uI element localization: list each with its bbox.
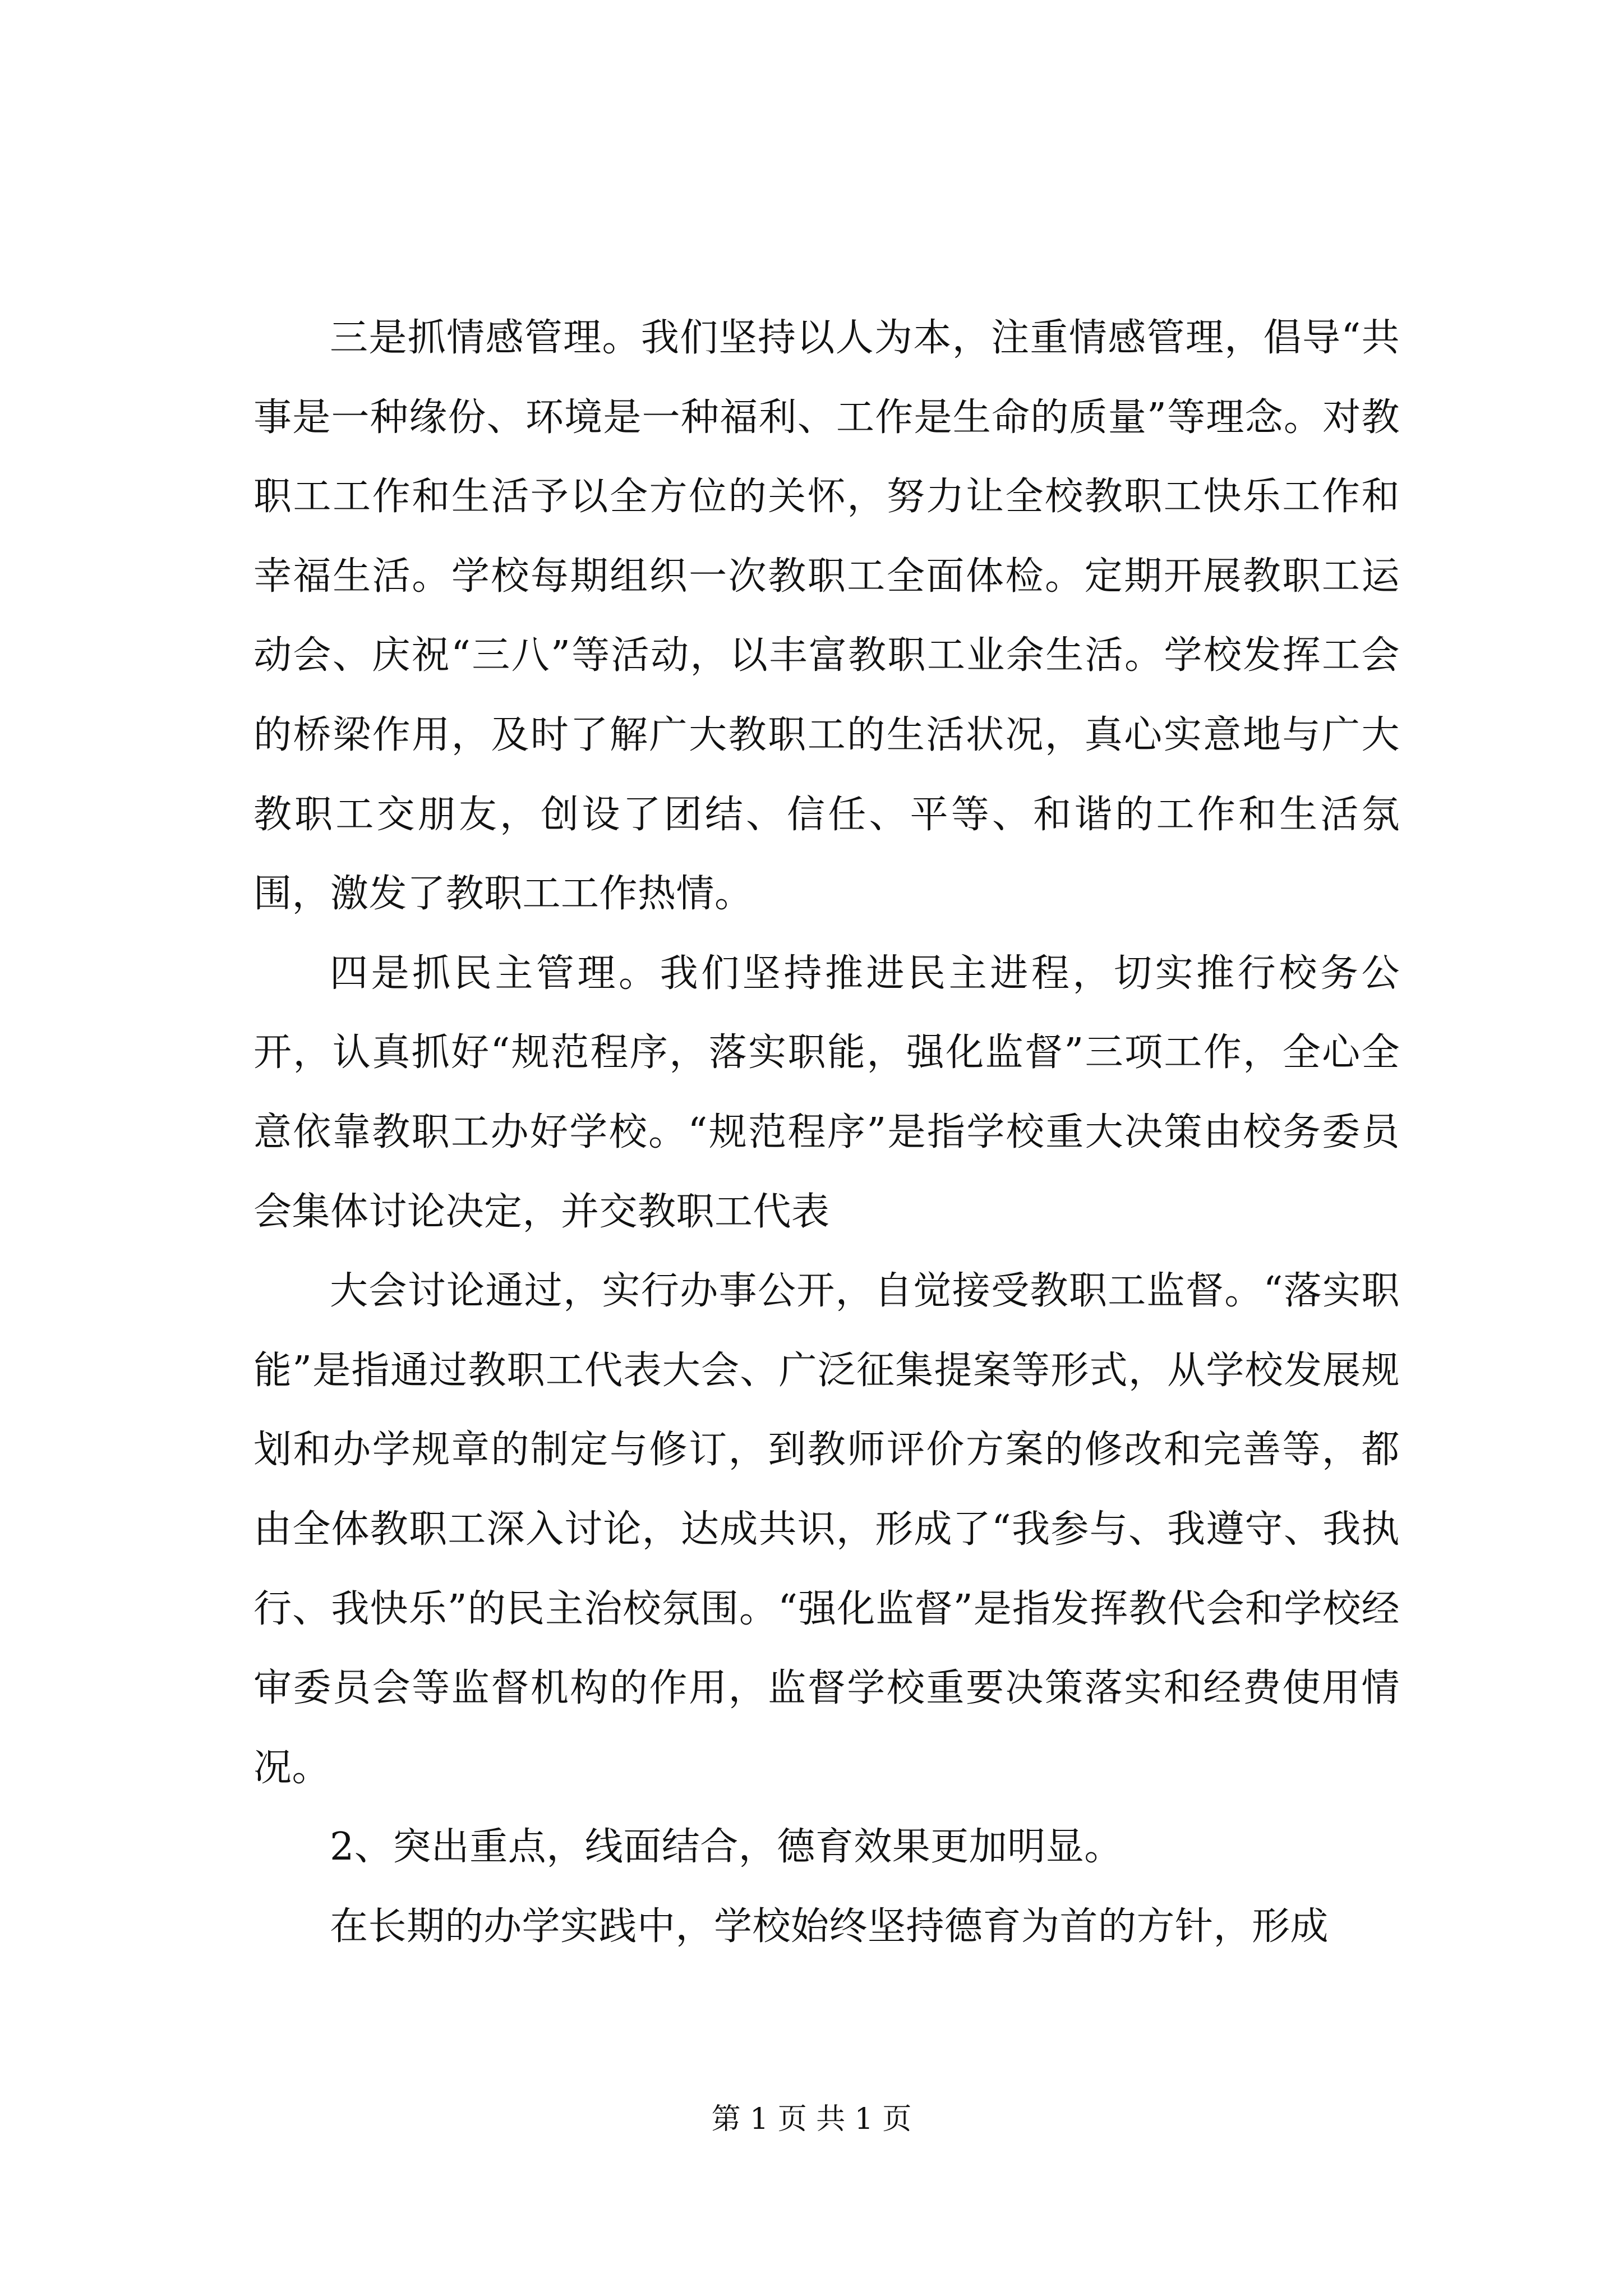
paragraph-moral-education: 在长期的办学实践中，学校始终坚持德育为首的方针，形成: [330, 1904, 1329, 1949]
paragraph-democratic-management-continued: 大会讨论通过，实行办事公开，自觉接受教职工监督。“落实职能”是指通过教职工代表大会、广泛征集提案等形式，从学校发展规划和办学规章的制定与修订，到教师评价方案的修改和完善等，都由全体教职工深入讨论，达成共识，形成了“我参与、我遵守、我执行、我快乐”的民主治校氛围。“强化监督”是指发挥教代会和学校经审委员会等监督机构的作用，监督学校重要决策落实和经费使用情况。: [253, 1269, 1400, 1790]
page-number-footer: 第 1 页 共 1 页: [711, 2102, 912, 2136]
paragraph-democratic-management: 四是抓民主管理。我们坚持推进民主进程，切实推行校务公开，认真抓好“规范程序，落实职能，强化监督”三项工作，全心全意依靠教职工办好学校。“规范程序”是指学校重大决策由校务委员会集体讨论决定，并交教职工代表: [253, 951, 1400, 1234]
document-body: [253, 298, 1400, 1966]
section-heading-moral-education: 2、突出重点，线面结合，德育效果更加明显。: [330, 1825, 1123, 1870]
paragraph-emotional-management: 三是抓情感管理。我们坚持以人为本，注重情感管理，倡导“共事是一种缘份、环境是一种福利、工作是生命的质量”等理念。对教职工工作和生活予以全方位的关怀，努力让全校教职工快乐工作和幸福生活。学校每期组织一次教职工全面体检。定期开展教职工运动会、庆祝“三八”等活动，以丰富教职工业余生活。学校发挥工会的桥梁作用，及时了解广大教职工的生活状况，真心实意地与广大教职工交朋友，创设了团结、信任、平等、和谐的工作和生活氛围，激发了教职工工作热情。: [253, 316, 1400, 917]
